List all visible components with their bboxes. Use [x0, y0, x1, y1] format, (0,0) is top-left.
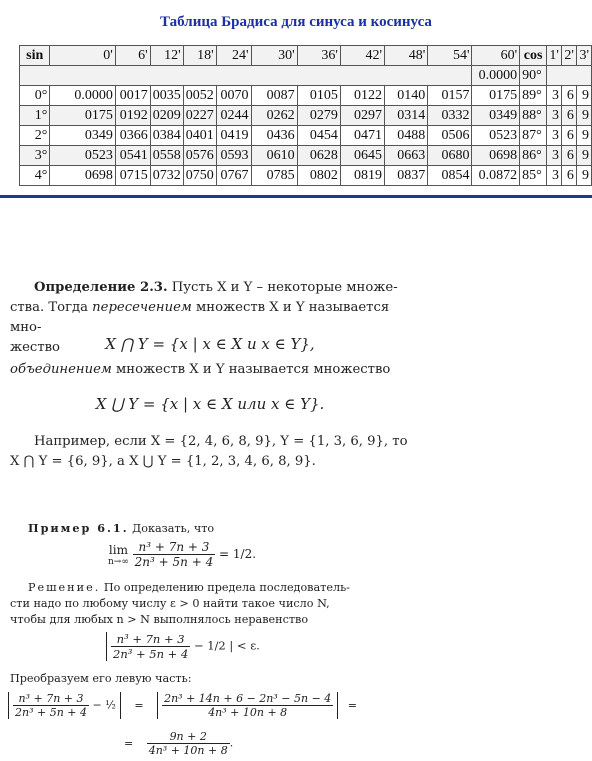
final-fraction [147, 730, 230, 757]
table-cell: 0698 [50, 166, 115, 186]
table-cell: 86° [520, 146, 547, 166]
formula-intersection: X ⋂ Y = {x | x ∈ X и x ∈ Y}, [105, 335, 315, 353]
table-header-row [20, 46, 592, 66]
table-cell: 0349 [472, 106, 520, 126]
table-cell: 0227 [183, 106, 216, 126]
table-cell: 0332 [428, 106, 472, 126]
section-divider [0, 195, 592, 198]
table-cell: 0070 [216, 86, 251, 106]
example-heading: Пример 6.1. [28, 521, 129, 535]
lim-subscript: n→∞ [108, 556, 129, 567]
table-cell: 0419 [216, 126, 251, 146]
table-cell: 0192 [115, 106, 150, 126]
header-cell: 24' [216, 46, 251, 66]
table-cell: 0.0000 [472, 66, 520, 86]
table-cell: 9 [576, 166, 591, 186]
table-cell: 88° [520, 106, 547, 126]
table-cell: 0541 [115, 146, 150, 166]
table-cell: 2° [20, 126, 50, 146]
header-cell: 30' [251, 46, 297, 66]
table-cell: 0523 [472, 126, 520, 146]
table-cell: 0576 [183, 146, 216, 166]
table-cell: 0506 [428, 126, 472, 146]
combined-fraction [162, 692, 333, 719]
fraction-denominator: 2n³ + 5n + 4 [113, 647, 189, 661]
bradis-table-section [0, 0, 592, 198]
example-line-1: Например, если X = {2, 4, 6, 8, 9}, Y = {1, 3, 6, 9}, то [34, 434, 408, 449]
table-cell: 0645 [340, 146, 384, 166]
header-cell: 60' [472, 46, 520, 66]
table-cell: 0401 [183, 126, 216, 146]
example-block [10, 520, 350, 537]
table-cell: 0105 [297, 86, 340, 106]
table-row [20, 126, 592, 146]
table-cell: 0837 [385, 166, 428, 186]
limit-value: = 1/2. [219, 547, 257, 561]
table-title: Таблица Брадиса для синуса и косинуса [160, 14, 432, 30]
fraction-denominator: 4n³ + 10n + 8 [208, 706, 288, 719]
table-row [20, 106, 592, 126]
table-cell: 0175 [50, 106, 115, 126]
definition-example [10, 432, 410, 472]
table-cell: 0297 [340, 106, 384, 126]
fraction-numerator: n³ + 7n + 3 [133, 540, 216, 555]
table-cell: 0436 [251, 126, 297, 146]
fraction-denominator: 4n³ + 10n + 8 [148, 744, 228, 757]
header-cell: 18' [183, 46, 216, 66]
table-cell: 0819 [340, 166, 384, 186]
table-cell: 0087 [251, 86, 297, 106]
table-cell: 9 [576, 106, 591, 126]
header-cell: 36' [297, 46, 340, 66]
table-cell: 0052 [183, 86, 216, 106]
fraction-numerator: n³ + 7n + 3 [13, 692, 89, 706]
solution-line-1 [10, 580, 350, 596]
table-cell: 0122 [340, 86, 384, 106]
table-cell: 0854 [428, 166, 472, 186]
table-cell: 3 [547, 146, 562, 166]
table-cell: 4° [20, 166, 50, 186]
final-formula: = $\frac{9n + 2}{\text{4n³ + 10n + 8}}$ . [124, 730, 234, 757]
solution-line-3: чтобы для любых n > N выполнялось неравенство [10, 613, 309, 626]
limit-fraction [133, 540, 216, 569]
solution-line-2: сти надо по любому числу ε > 0 найти такое число N, [10, 597, 330, 610]
header-cell: 42' [340, 46, 384, 66]
term-union: объединением [10, 362, 112, 377]
example-text: Доказать, что [132, 522, 215, 535]
table-cell: 6 [561, 106, 576, 126]
table-row [20, 86, 592, 106]
definition-text: Пусть X и Y – некоторые множе- [171, 280, 398, 295]
table-cell: 0628 [297, 146, 340, 166]
table-cell: 0262 [251, 106, 297, 126]
table-cell: 0750 [183, 166, 216, 186]
table-cell: 6 [561, 166, 576, 186]
fraction-numerator: 9n + 2 [147, 730, 230, 744]
example-line-2: X ⋂ Y = {6, 9}, а X ⋃ Y = {1, 2, 3, 4, 6, 8, 9}. [10, 454, 316, 469]
table-cell: 0279 [297, 106, 340, 126]
fraction-denominator: 2n³ + 5n + 4 [134, 555, 214, 569]
table-cell: 0140 [385, 86, 428, 106]
table-cell: 0715 [115, 166, 150, 186]
table-cell: 0035 [150, 86, 183, 106]
table-cell: 0802 [297, 166, 340, 186]
limit-formula [108, 540, 256, 569]
table-cell: 0349 [50, 126, 115, 146]
table-cell: 0680 [428, 146, 472, 166]
definition-text: ства. Тогда [10, 300, 93, 315]
table-cell: 9 [576, 86, 591, 106]
equals-sign: = [347, 698, 358, 712]
header-cell: 3' [576, 46, 591, 66]
minus-half: − ½ [92, 698, 116, 712]
formula-union: X ⋃ Y = {x | x ∈ X или x ∈ Y}. [95, 395, 325, 413]
solution-text: По определению предела последователь- [103, 581, 350, 594]
abs-left-bar [106, 632, 190, 661]
fraction-numerator: 2n³ + 14n + 6 − 2n³ − 5n − 4 [164, 692, 332, 705]
table-cell: 6 [561, 126, 576, 146]
table-cell: 87° [520, 126, 547, 146]
table-row [20, 146, 592, 166]
table-cell: 0° [20, 86, 50, 106]
table-cell: 6 [561, 86, 576, 106]
solution-label: Решение. [28, 581, 101, 594]
table-cell: 0767 [216, 166, 251, 186]
transform-line: Преобразуем его левую часть: [10, 672, 192, 685]
table-cell: 0610 [251, 146, 297, 166]
table-row [20, 66, 592, 86]
union-definition [10, 362, 410, 377]
abs-expression [157, 692, 338, 719]
table-cell: 0698 [472, 146, 520, 166]
table-row [20, 166, 592, 186]
table-cell: 9 [576, 146, 591, 166]
equals-sign: = [124, 736, 134, 750]
header-cell: 12' [150, 46, 183, 66]
term-intersection: пересечением [92, 300, 192, 315]
table-cell: 0244 [216, 106, 251, 126]
header-cell: 2' [561, 46, 576, 66]
definition-line-3: жество [10, 340, 60, 355]
table-cell: 0.0000 [50, 86, 115, 106]
header-cell: 48' [385, 46, 428, 66]
table-cell: 0732 [150, 166, 183, 186]
table-cell: 0314 [385, 106, 428, 126]
inequality-formula [106, 632, 260, 661]
table-cell: 0366 [115, 126, 150, 146]
table-cell: 3 [547, 86, 562, 106]
table-cell: 9 [576, 126, 591, 146]
table-cell: 0785 [251, 166, 297, 186]
equals-sign: = [134, 698, 144, 712]
table-cell: 90° [520, 66, 547, 86]
header-cell: cos [520, 46, 547, 66]
table-cell: 3° [20, 146, 50, 166]
table-cell: 85° [520, 166, 547, 186]
bradis-table [19, 45, 592, 186]
table-cell: 6 [561, 146, 576, 166]
table-cell: 0157 [428, 86, 472, 106]
table-cell: 3 [547, 106, 562, 126]
transform-formula [8, 692, 357, 719]
lhs-fraction [13, 692, 89, 719]
definition-text: множеств X и Y называется мно- [10, 300, 390, 335]
inequality-tail: − 1/2 | < ε. [193, 638, 260, 653]
definition-heading: Определение 2.3. [34, 280, 168, 295]
table-cell: 0209 [150, 106, 183, 126]
definition-line-1 [10, 278, 410, 298]
table-cell: 0017 [115, 86, 150, 106]
example-heading-line [10, 520, 350, 537]
table-cell: 0384 [150, 126, 183, 146]
table-cell: 0454 [297, 126, 340, 146]
table-cell: 0558 [150, 146, 183, 166]
table-cell: 1° [20, 106, 50, 126]
definition-line-2 [10, 298, 410, 338]
table-cell: 89° [520, 86, 547, 106]
ineq-fraction [111, 632, 190, 661]
header-cell: 54' [428, 46, 472, 66]
abs-expression [8, 692, 121, 719]
table-cell: 0175 [472, 86, 520, 106]
table-cell: 0593 [216, 146, 251, 166]
lim-operator [108, 543, 129, 567]
table-cell: 3 [547, 126, 562, 146]
header-cell: 1' [547, 46, 562, 66]
table-cell: 3 [547, 166, 562, 186]
fraction-denominator: 2n³ + 5n + 4 [15, 706, 87, 719]
table-cell: 0471 [340, 126, 384, 146]
fraction-numerator: n³ + 7n + 3 [111, 632, 190, 647]
header-cell: 0' [50, 46, 115, 66]
definition-text: множеств X и Y называется множество [111, 362, 391, 377]
table-cell: 0.0872 [472, 166, 520, 186]
solution-block [10, 580, 350, 628]
table-cell: 0523 [50, 146, 115, 166]
header-cell: sin [20, 46, 50, 66]
lim-label: lim [108, 542, 128, 557]
table-cell: 0663 [385, 146, 428, 166]
table-cell: 0488 [385, 126, 428, 146]
header-cell: 6' [115, 46, 150, 66]
